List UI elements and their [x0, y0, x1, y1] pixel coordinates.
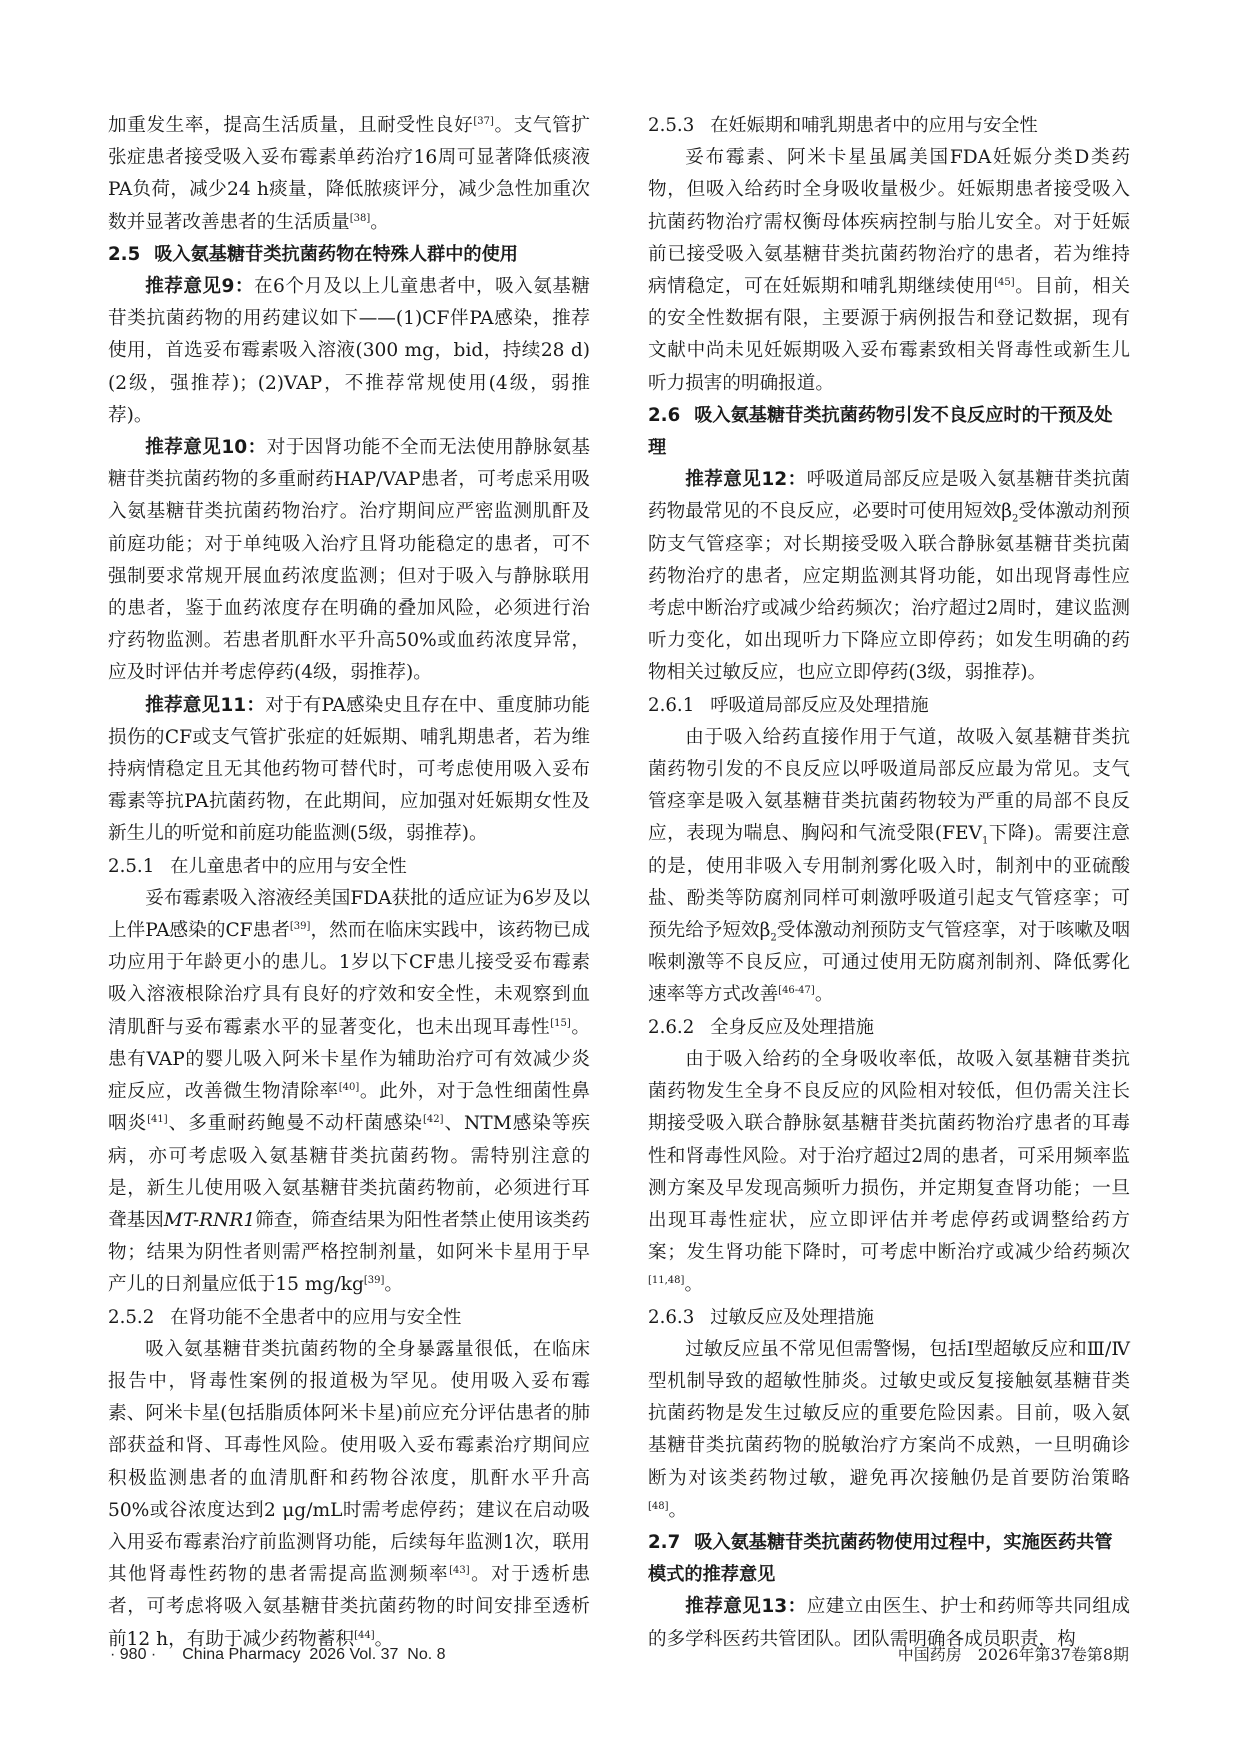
gene-name: MT-RNR1 [163, 1209, 256, 1231]
paragraph: 妥布霉素吸入溶液经美国FDA获批的适应证为6岁及以上伴PA感染的CF患者[39]，然而在临床实践中，该药物已成功应用于年龄更小的患儿。1岁以下CF患儿接受妥布霉素吸入溶液根除治疗具有良好的疗效和安全性，未观察到血清肌酐与妥布霉素水平的显著变化，也未出现耳毒性[15]。患有VAP的婴儿吸入阿米卡星作为辅助治疗可有效减少炎症反应，改善微生物清除率[40]。此外，对于急性细菌性鼻咽炎[41]、多重耐药鲍曼不动杆菌感染[42]、NTM感染等疾病，亦可考虑吸入氨基糖苷类抗菌药物。需特别注意的是，新生儿使用吸入氨基糖苷类抗菌药物前，必须进行耳聋基因MT-RNR1筛查，筛查结果为阳性者禁止使用该类药物；结果为阴性者则需严格控制剂量，如阿米卡星用于早产儿的日剂量应低于15 mg/kg[39]。 [108, 887, 590, 1296]
paragraph: 由于吸入给药的全身吸收率低，故吸入氨基糖苷类抗菌药物发生全身不良反应的风险相对较低，但仍需关注长期接受吸入联合静脉氨基糖苷类抗菌药物治疗患者的耳毒性和肾毒性风险。对于治疗超过2周的患者，可采用频率监测方案及早发现高频听力损伤，并定期复查肾功能；一旦出现耳毒性症状，应立即评估并考虑停药或调整给药方案；发生肾功能下降时，可考虑中断治疗或减少给药频次[11,48]。 [648, 1048, 1130, 1296]
citation: [40] [338, 1081, 360, 1093]
paragraph: 由于吸入给药直接作用于气道，故吸入氨基糖苷类抗菌药物引发的不良反应以呼吸道局部反应最为常见。支气管痉挛是吸入氨基糖苷类抗菌药物较为严重的局部不良反应，表现为喘息、胸闷和气流受限($FEV_1$下降)。需要注意的是，使用非吸入专用制剂雾化吸入时，制剂中的亚硫酸盐、酚类等防腐剂同样可刺激呼吸道引起支气管痉挛；可预先给予短效$\beta_2$受体激动剂预防支气管痉挛，对于咳嗽及咽喉刺激等不良反应，可通过使用无防腐剂制剂、降低雾化速率等方式改善[46-47]。 [648, 726, 1130, 1006]
left-column [108, 110, 590, 1656]
citation: [37] [473, 115, 494, 127]
citation: [11,48] [648, 1275, 685, 1287]
recommendation-12: 推荐意见12：呼吸道局部反应是吸入氨基糖苷类抗菌药物最常见的不良反应，必要时可使用短效$\beta_2$受体激动剂预防支气管痉挛；对长期接受吸入联合静脉氨基糖苷类抗菌药物治疗的患者，应定期监测其肾功能，如出现肾毒性应考虑中断治疗或减少给药频次；治疗超过2周时，建议监测听力变化，如出现听力下降应立即停药；如发生明确的药物相关过敏反应，也应立即停药(3级，弱推荐)。 [648, 469, 1130, 684]
paragraph: 过敏反应虽不常见但需警惕，包括Ⅰ型超敏反应和Ⅲ/Ⅳ型机制导致的超敏性肺炎。过敏史或反复接触氨基糖苷类抗菌药物是发生过敏反应的重要危险因素。目前，吸入氨基糖苷类抗菌药物的脱敏治疗方案尚不成熟，一旦明确诊断为对该类药物过敏，避免再次接触仍是首要防治策略[48]。 [648, 1338, 1130, 1521]
recommendation-10: 推荐意见10：对于因肾功能不全而无法使用静脉氨基糖苷类抗菌药物的多重耐药HAP/VAP患者，可考虑采用吸入氨基糖苷类抗菌药物治疗。治疗期间应严密监测肌酐及前庭功能；对于单纯吸入治疗且肾功能稳定的患者，可不强制要求常规开展血药浓度监测；但对于吸入与静脉联用的患者，鉴于血药浓度存在明确的叠加风险，必须进行治疗药物监测。若患者肌酐水平升高50%或血药浓度异常，应及时评估并考虑停药(4级，弱推荐)。 [108, 437, 590, 684]
recommendation-11: 推荐意见11：对于有PA感染史且存在中、重度肺功能损伤的CF或支气管扩张症的妊娠期、哺乳期患者，若为维持病情稳定且无其他药物可替代时，可考虑使用吸入妥布霉素等抗PA抗菌药物，在此期间，应加强对妊娠期女性及新生儿的听觉和前庭功能监测(5级，弱推荐)。 [108, 694, 590, 845]
citation: [48] [648, 1500, 669, 1512]
recommendation-9: 推荐意见9：在6个月及以上儿童患者中，吸入氨基糖苷类抗菌药物的用药建议如下——(1)CF伴PA感染，推荐使用，首选妥布霉素吸入溶液(300 mg，bid，持续28 d)(2级，强推荐)；(2)VAP，不推荐常规使用(4级，弱推荐)。 [108, 276, 590, 426]
recommendation-13: 推荐意见13：应建立由医生、护士和药师等共同组成的多学科医药共管团队。团队需明确各成员职责，构 [648, 1596, 1130, 1650]
citation: [39] [363, 1275, 385, 1287]
paragraph: 妥布霉素、阿米卡星虽属美国FDA妊娠分类D类药物，但吸入给药时全身吸收量极少。妊娠期患者接受吸入抗菌药物治疗需权衡母体疾病控制与胎儿安全。对于妊娠前已接受吸入氨基糖苷类抗菌药物治疗的患者，若为维持病情稳定，可在妊娠期和哺乳期继续使用[45]。目前，相关的安全性数据有限，主要源于病例报告和登记数据，现有文献中尚未见妊娠期吸入妥布霉素致相关肾毒性或新生儿听力损害的明确报道。 [648, 147, 1130, 394]
paragraph: 加重发生率，提高生活质量，且耐受性良好[37]。支气管扩张症患者接受吸入妥布霉素单药治疗16周可显著降低痰液PA负荷，减少24 h痰量，降低脓痰评分，减少急性加重次数并显著改善患者的生活质量[38]。 [108, 115, 590, 233]
footer-right [898, 1645, 1129, 1665]
footer-left [110, 1645, 446, 1665]
citation: [38] [349, 212, 371, 224]
section-heading-2-6-3: 2.6.3 过敏反应及处理措施 [648, 1306, 874, 1328]
journal-name-cn: 中国药房 2026年第37卷第8期 [897, 1645, 1129, 1664]
paragraph: 吸入氨基糖苷类抗菌药物的全身暴露量很低，在临床报告中，肾毒性案例的报道极为罕见。使用吸入妥布霉素、阿米卡星(包括脂质体阿米卡星)前应充分评估患者的肺部获益和肾、耳毒性风险。使用吸入妥布霉素治疗期间应积极监测患者的血清肌酐和药物谷浓度，肌酐水平升高50%或谷浓度达到2 μg/mL时需考虑停药；建议在启动吸入用妥布霉素治疗前监测肾功能，后续每年监测1次，联用其他肾毒性药物的患者需提高监测频率[43]。对于透析患者，可考虑将吸入氨基糖苷类抗菌药物的时间安排至透析前12 h，有助于减少药物蓄积[44]。 [108, 1338, 590, 1650]
section-heading-2-6: 2.6 吸入氨基糖苷类抗菌药物引发不良反应时的干预及处理 [648, 404, 1113, 459]
section-heading-2-5-2: 2.5.2 在肾功能不全患者中的应用与安全性 [108, 1306, 462, 1328]
section-heading-2-5-1: 2.5.1 在儿童患者中的应用与安全性 [108, 855, 407, 877]
citation: [15] [550, 1017, 571, 1029]
page-number: · 980 · [110, 1646, 157, 1663]
citation: [45] [994, 276, 1015, 288]
citation: [42] [422, 1114, 444, 1126]
citation: [39] [289, 920, 311, 932]
citation: [41] [147, 1114, 168, 1126]
section-heading-2-7: 2.7 吸入氨基糖苷类抗菌药物使用过程中，实施医药共管模式的推荐意见 [648, 1531, 1113, 1586]
citation: [43] [449, 1564, 470, 1576]
section-heading-2-6-2: 2.6.2 全身反应及处理措施 [648, 1016, 874, 1038]
right-column [648, 110, 1130, 1656]
section-heading-2-6-1: 2.6.1 呼吸道局部反应及处理措施 [648, 694, 929, 716]
citation: [46-47] [778, 985, 815, 997]
citation: [44] [354, 1629, 375, 1641]
journal-name-en: China Pharmacy 2026 Vol. 37 No. 8 [182, 1646, 446, 1663]
section-heading-2-5: 2.5 吸入氨基糖苷类抗菌药物在特殊人群中的使用 [108, 243, 518, 265]
section-heading-2-5-3: 2.5.3 在妊娠期和哺乳期患者中的应用与安全性 [648, 115, 1038, 136]
